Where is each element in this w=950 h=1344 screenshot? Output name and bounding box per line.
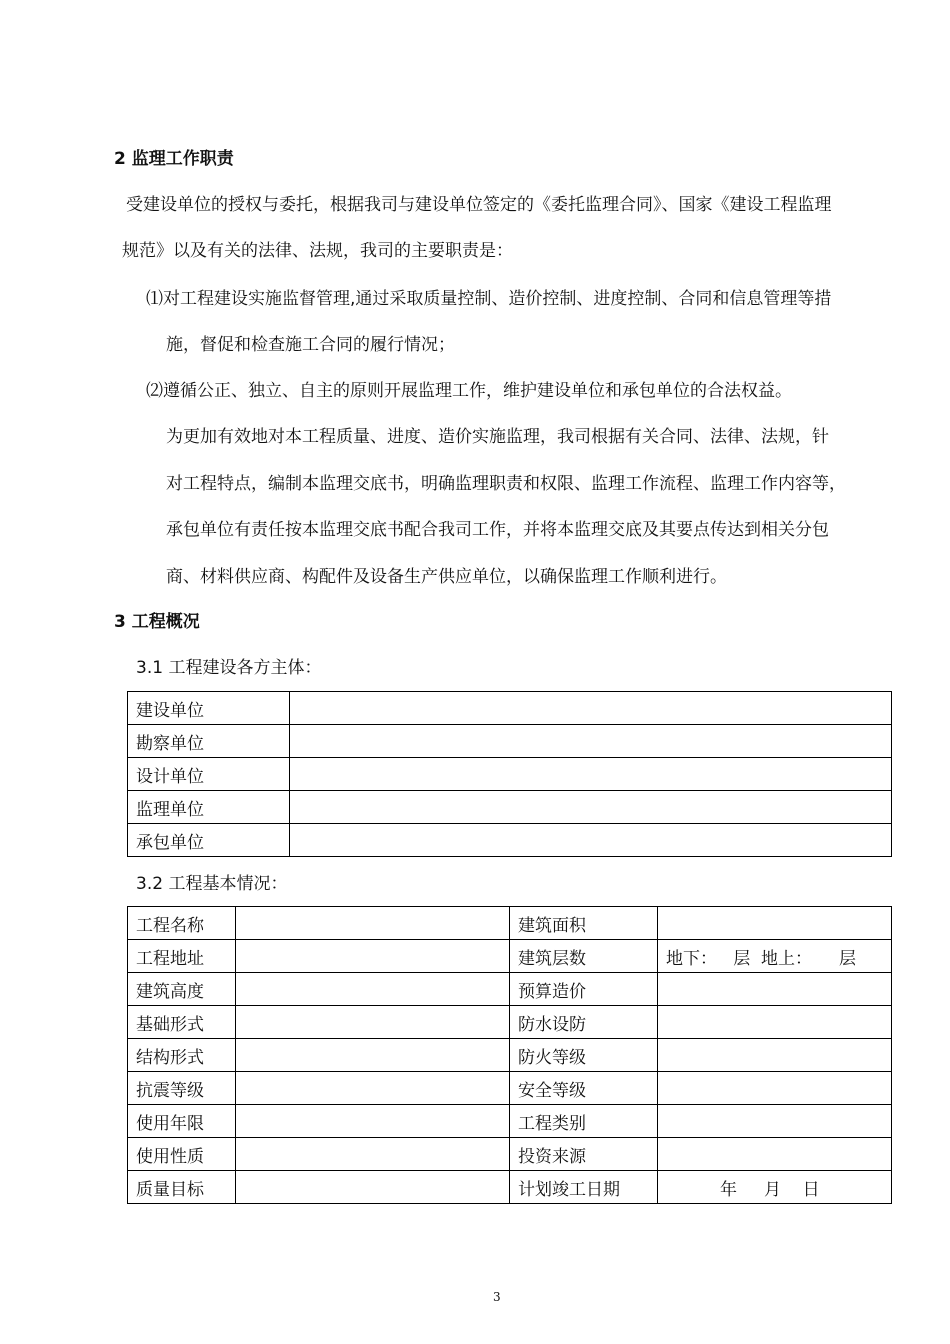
section-2-intro-line-2: 规范》以及有关的法律、法规，我司的主要职责是： <box>122 241 513 261</box>
info-value <box>658 1138 892 1171</box>
party-label: 建设单位 <box>128 692 290 725</box>
info-label: 预算造价 <box>510 973 658 1006</box>
info-value <box>658 1072 892 1105</box>
info-label: 使用年限 <box>128 1105 236 1138</box>
duty-item-1-line-1: ⑴对工程建设实施监督管理,通过采取质量控制、造价控制、进度控制、合同和信息管理等措 <box>146 289 832 309</box>
table-row <box>128 725 892 758</box>
table-row <box>128 1138 892 1171</box>
info-label: 抗震等级 <box>128 1072 236 1105</box>
info-value <box>236 1105 510 1138</box>
section-3-heading: 3 工程概况 <box>114 612 200 632</box>
party-value <box>290 725 892 758</box>
floors-value: 地下： 层 地上： 层 <box>658 940 892 973</box>
subsection-3-2-title: 3.2 工程基本情况： <box>136 874 288 894</box>
info-value <box>658 1105 892 1138</box>
info-value <box>658 1039 892 1072</box>
info-label: 安全等级 <box>510 1072 658 1105</box>
info-value <box>236 1072 510 1105</box>
subsection-3-1-title: 3.1 工程建设各方主体： <box>136 658 322 678</box>
table-row <box>128 791 892 824</box>
info-label: 防水设防 <box>510 1006 658 1039</box>
table-row <box>128 824 892 857</box>
party-value <box>290 791 892 824</box>
section-2-intro-line-1: 受建设单位的授权与委托，根据我司与建设单位签定的《委托监理合同》、国家《建设工程监理 <box>126 195 832 215</box>
table-row <box>128 1072 892 1105</box>
party-label: 设计单位 <box>128 758 290 791</box>
info-value <box>658 1006 892 1039</box>
info-value <box>236 1138 510 1171</box>
table-row <box>128 973 892 1006</box>
info-label: 工程名称 <box>128 907 236 940</box>
info-label: 工程地址 <box>128 940 236 973</box>
closing-line-1: 为更加有效地对本工程质量、进度、造价实施监理，我司根据有关合同、法律、法规，针 <box>166 427 829 447</box>
info-value <box>658 907 892 940</box>
closing-line-3: 承包单位有责任按本监理交底书配合我司工作，并将本监理交底及其要点传达到相关分包 <box>166 520 829 540</box>
table-row <box>128 1039 892 1072</box>
table-row <box>128 1171 892 1204</box>
info-value <box>236 907 510 940</box>
party-value <box>290 824 892 857</box>
page-number: 3 <box>493 1290 501 1304</box>
info-label: 计划竣工日期 <box>510 1171 658 1204</box>
table-row <box>128 758 892 791</box>
party-label: 勘察单位 <box>128 725 290 758</box>
info-value <box>236 973 510 1006</box>
closing-line-2: 对工程特点，编制本监理交底书，明确监理职责和权限、监理工作流程、监理工作内容等， <box>166 474 846 494</box>
info-label: 建筑高度 <box>128 973 236 1006</box>
section-2-heading: 2 监理工作职责 <box>114 149 234 169</box>
party-label: 承包单位 <box>128 824 290 857</box>
info-label: 基础形式 <box>128 1006 236 1039</box>
info-label: 使用性质 <box>128 1138 236 1171</box>
info-label: 质量目标 <box>128 1171 236 1204</box>
info-label: 工程类别 <box>510 1105 658 1138</box>
info-value <box>236 1006 510 1039</box>
info-label: 建筑层数 <box>510 940 658 973</box>
info-value <box>236 1171 510 1204</box>
info-value <box>236 940 510 973</box>
closing-line-4: 商、材料供应商、构配件及设备生产供应单位，以确保监理工作顺利进行。 <box>166 567 727 587</box>
table-row <box>128 692 892 725</box>
party-label: 监理单位 <box>128 791 290 824</box>
table-row <box>128 907 892 940</box>
duty-item-2: ⑵遵循公正、独立、自主的原则开展监理工作，维护建设单位和承包单位的合法权益。 <box>146 381 792 401</box>
info-label: 结构形式 <box>128 1039 236 1072</box>
basic-info-table <box>127 906 892 1204</box>
table-row <box>128 940 892 973</box>
parties-table <box>127 691 892 857</box>
table-row <box>128 1105 892 1138</box>
table-row <box>128 1006 892 1039</box>
info-value <box>658 973 892 1006</box>
info-value <box>236 1039 510 1072</box>
party-value <box>290 758 892 791</box>
info-label: 防火等级 <box>510 1039 658 1072</box>
duty-item-1-line-2: 施，督促和检查施工合同的履行情况； <box>166 335 455 355</box>
completion-date-value: 年 月 日 <box>658 1171 892 1204</box>
info-label: 投资来源 <box>510 1138 658 1171</box>
info-label: 建筑面积 <box>510 907 658 940</box>
party-value <box>290 692 892 725</box>
